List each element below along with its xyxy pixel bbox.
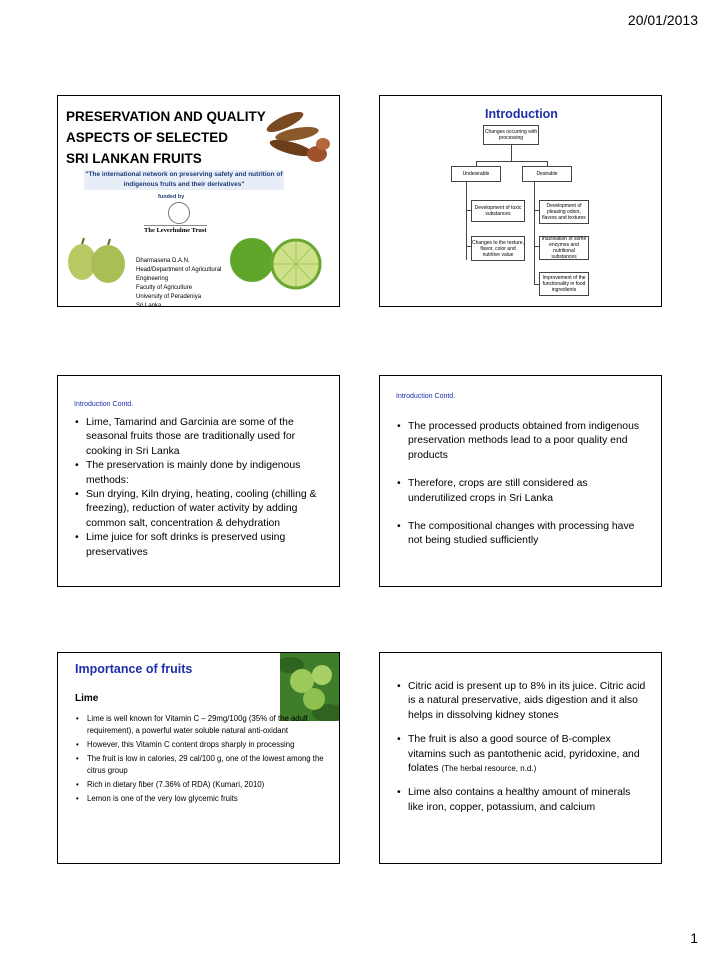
list-item-sub: • Sun drying, Kiln drying, heating, cooling (chilling & freezing), reduction of water activity by adding common salt, concentration & dehydration xyxy=(74,488,326,531)
slide-heading: Introduction Contd. xyxy=(396,393,456,400)
diagram-node-undesirable: Undesirable xyxy=(451,166,501,182)
diagram-connector xyxy=(476,161,547,162)
garcinia-image xyxy=(64,236,134,286)
diagram-connector xyxy=(511,145,512,161)
list-item: • Lime, Tamarind and Garcinia are some of the seasonal fruits those are traditionally used for cooking in Sri Lanka xyxy=(74,416,326,459)
list-item: • Citric acid is present up to 8% in its juice. Citric acid is a natural preservative, aids digestion and it also helps in dissolving kidney stones xyxy=(396,680,648,723)
diagram-node-functionality: Improvement of the functionality in food ingredients xyxy=(539,272,589,296)
tamarind-image xyxy=(263,104,333,166)
slide-title xyxy=(57,95,340,307)
leverhulme-crest-icon xyxy=(168,202,190,224)
list-item xyxy=(396,733,648,776)
list-item: • Lime juice for soft drinks is preserved using preservatives xyxy=(74,531,326,560)
diagram-node-toxic: Development of toxic substances xyxy=(471,200,525,222)
lime-image xyxy=(226,234,331,292)
slide-introduction xyxy=(379,95,662,307)
list-item: • Therefore, crops are still considered as underutilized crops in Sri Lanka xyxy=(396,477,648,506)
bullet-list xyxy=(396,420,648,549)
diagram-node-odors: Development of pleasing odors, flavors and textures xyxy=(539,200,589,224)
diagram-node-desirable: Desirable xyxy=(522,166,572,182)
slide-heading: Introduction xyxy=(485,107,558,121)
network-banner: "The international network on preserving safety and nutrition of indigenous fruits and their derivatives" xyxy=(85,171,283,188)
slide-introduction-contd-1 xyxy=(57,375,340,587)
author-info: Dharmasena D.A.N. Head/Department of Agricultural Engineering Faculty of Agriculture University of Peradeniya Sri Lanka xyxy=(136,258,222,307)
list-item: • Lemon is one of the very low glycemic fruits xyxy=(75,793,325,805)
slide-heading: Importance of fruits xyxy=(75,662,193,676)
list-item: • The fruit is low in calories, 29 cal/100 g, one of the lowest among the citrus group xyxy=(75,753,325,777)
lime-tree-image xyxy=(280,653,340,721)
bullet-list xyxy=(74,416,326,560)
list-item: • The preservation is mainly done by indigenous methods: xyxy=(74,459,326,488)
diagram-connector xyxy=(534,182,535,284)
list-item: • However, this Vitamin C content drops sharply in processing xyxy=(75,739,325,751)
slide-introduction-contd-2 xyxy=(379,375,662,587)
diagram-connector xyxy=(466,182,467,260)
list-item: • The processed products obtained from indigenous preservation methods lead to a poor quality end products xyxy=(396,420,648,463)
list-item: • Rich in dietary fiber (7.36% of RDA) (Kumari, 2010) xyxy=(75,779,325,791)
bullet-list xyxy=(396,680,648,815)
bullet-list xyxy=(75,713,325,807)
list-item: • Lime also contains a healthy amount of minerals like iron, copper, potassium, and calcium xyxy=(396,786,648,815)
list-item: • The compositional changes with processing have not being studied sufficiently xyxy=(396,520,648,549)
diagram-root-node: Changes occurring with processing xyxy=(483,125,539,145)
slide-importance-of-fruits xyxy=(57,652,340,864)
lime-subtitle: Lime xyxy=(75,693,99,704)
leverhulme-trust-logo: The Leverhulme Trust xyxy=(144,227,207,234)
slide-title-heading: PRESERVATION AND QUALITY ASPECTS OF SELECTED SRI LANKAN FRUITS xyxy=(66,109,266,166)
list-item-text: The fruit is also a good source of B-complex vitamins such as pantothenic acid, pyridoxine, and folates xyxy=(408,734,640,775)
slide-heading: Introduction Contd. xyxy=(74,401,134,408)
page-number: 1 xyxy=(690,930,698,946)
citation: (The herbal resource, n.d.) xyxy=(441,764,537,774)
slide-lime-nutrition xyxy=(379,652,662,864)
list-item: • Lime is well known for Vitamin C – 29mg/100g (35% of the adult requirement), a powerful water soluble natural anti-oxidant xyxy=(75,713,325,737)
funded-by-label: funded by xyxy=(158,194,185,200)
page-date: 20/01/2013 xyxy=(627,12,698,28)
diagram-node-enzymes: Inactivation of some enzymes and nutritional substances xyxy=(539,236,589,260)
diagram-node-texture: Changes to the texture, flavor, color and nutritive value xyxy=(471,236,525,261)
